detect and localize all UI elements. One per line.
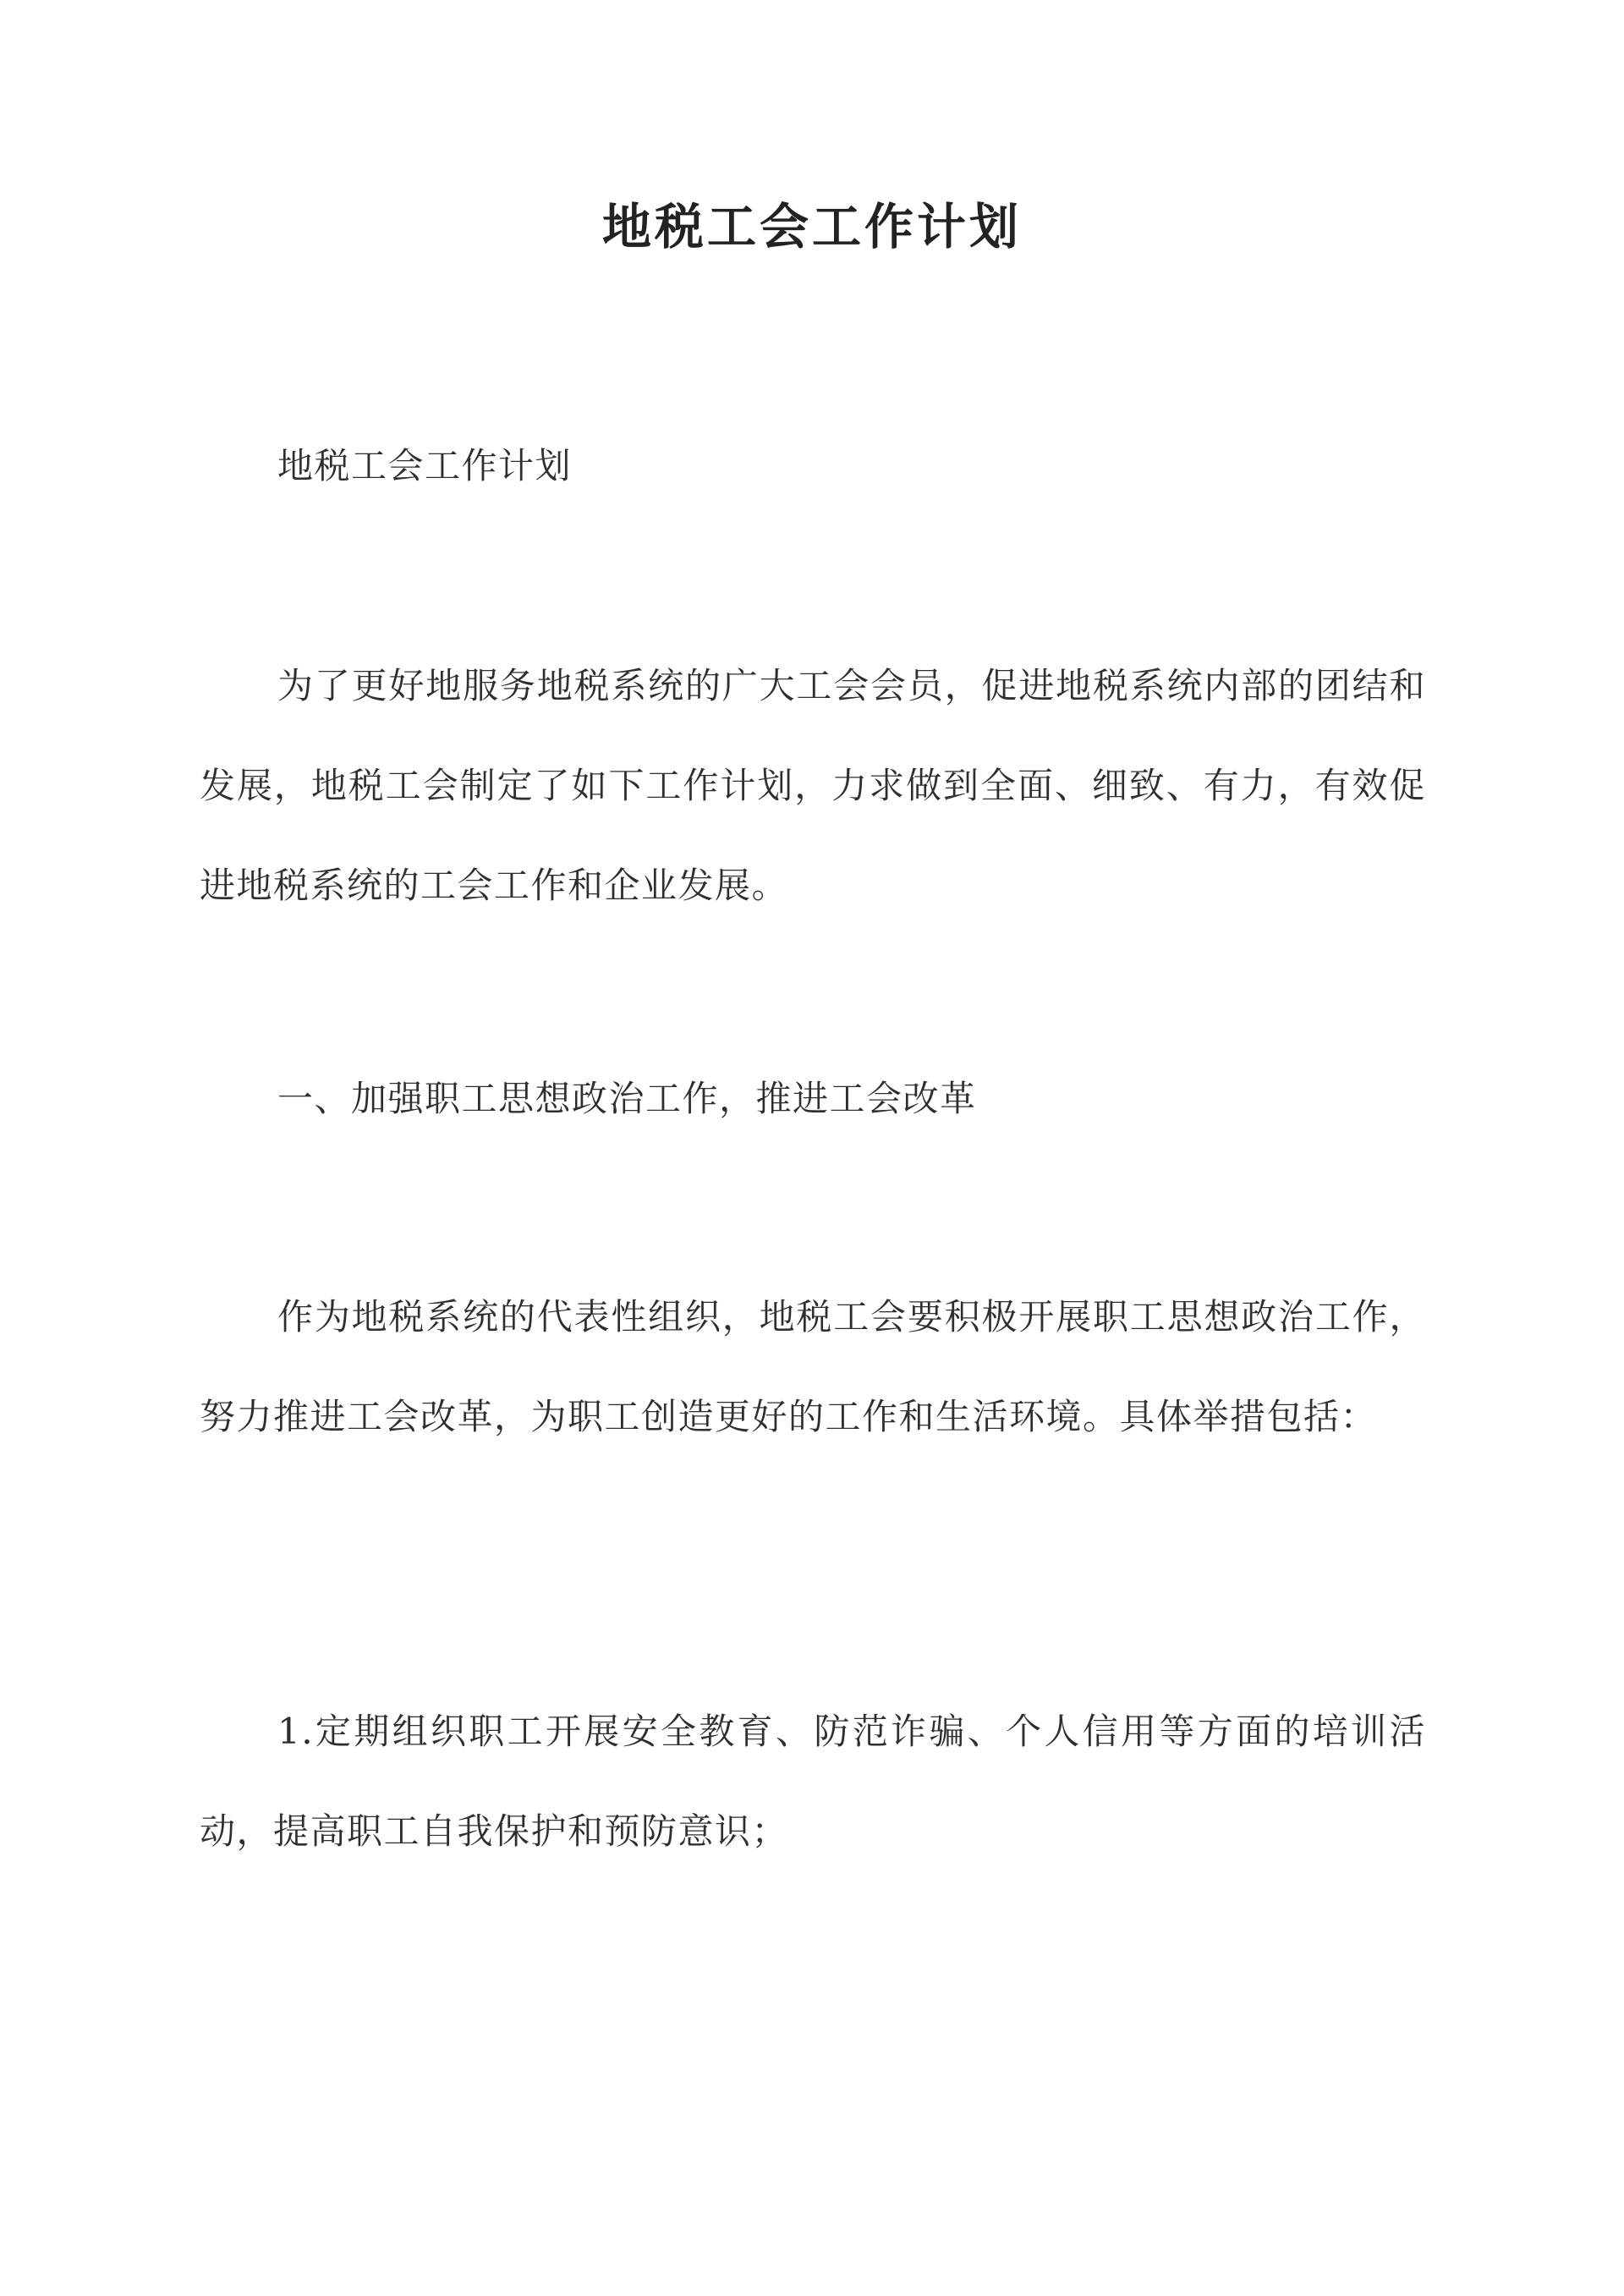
paragraph-subtitle: 地税工会工作计划 xyxy=(277,445,573,486)
paragraph-intro: 为了更好地服务地税系统的广大工会会员，促进地税系统内部的团结和发展，地税工会制定了如下工作计划，力求做到全面、细致、有力，有效促进地税系统的工会工作和企业发展。 xyxy=(200,665,1426,906)
section-heading-1: 一、加强职工思想政治工作，推进工会改革 xyxy=(277,1078,977,1119)
document-title: 地税工会工作计划 xyxy=(601,198,1022,255)
list-item-1: 1.定期组织职工开展安全教育、防范诈骗、个人信用等方面的培训活动，提高职工自我保护和预防意识； xyxy=(200,1711,1426,1852)
paragraph-section-1: 作为地税系统的代表性组织，地税工会要积极开展职工思想政治工作，努力推进工会改革，为职工创造更好的工作和生活环境。具体举措包括： xyxy=(200,1296,1426,1437)
